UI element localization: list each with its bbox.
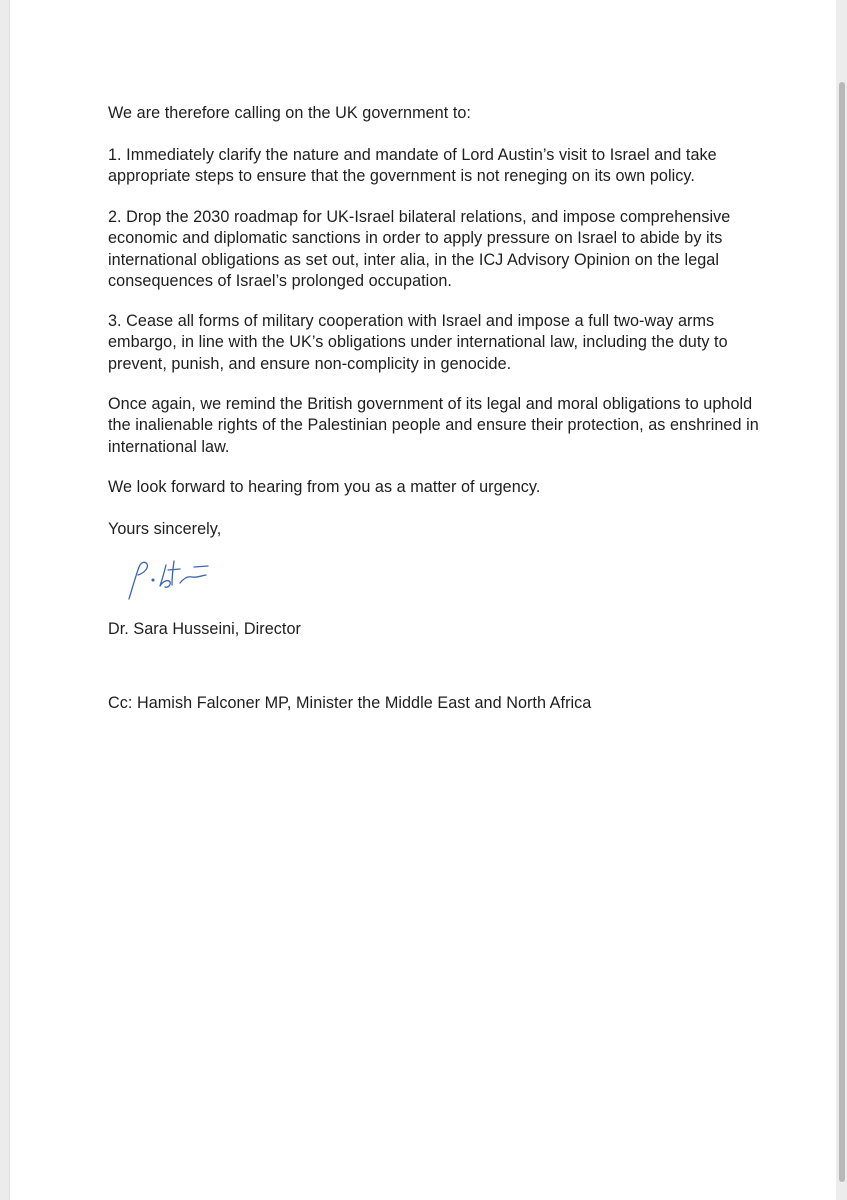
demand-item-3: 3. Cease all forms of military cooperation with Israel and impose a full two-way arms embargo, in line with the UK’s obligations under international law, including the duty to prevent, punish, and ensure non-complicity in genocide. — [108, 312, 728, 373]
vertical-scrollbar[interactable] — [836, 0, 847, 1200]
demand-item-2: 2. Drop the 2030 roadmap for UK-Israel bilateral relations, and impose comprehensive economic and diplomatic sanctions in order to apply pressure on Israel to abide by its international obligations as set out, inter alia, in the ICJ Advisory Opinion on the legal consequences of Israel’s prolonged occupation. — [108, 208, 731, 290]
intro-paragraph: We are therefore calling on the UK government to: — [108, 104, 471, 122]
letter-page — [10, 0, 836, 1200]
handwritten-signature — [122, 555, 232, 605]
signatory-name: Dr. Sara Husseini, Director — [108, 620, 301, 638]
reminder-paragraph: Once again, we remind the British government of its legal and moral obligations to uphold the inalienable rights of the Palestinian people and ensure their protection, as enshrined in international law. — [108, 395, 759, 456]
scrollbar-thumb[interactable] — [839, 82, 845, 1182]
sign-off: Yours sincerely, — [108, 520, 222, 538]
cc-line: Cc: Hamish Falconer MP, Minister the Middle East and North Africa — [108, 694, 592, 712]
demand-item-1: 1. Immediately clarify the nature and mandate of Lord Austin’s visit to Israel and take appropriate steps to ensure that the government is not reneging on its own policy. — [108, 146, 717, 186]
closing-line: We look forward to hearing from you as a matter of urgency. — [108, 478, 541, 496]
